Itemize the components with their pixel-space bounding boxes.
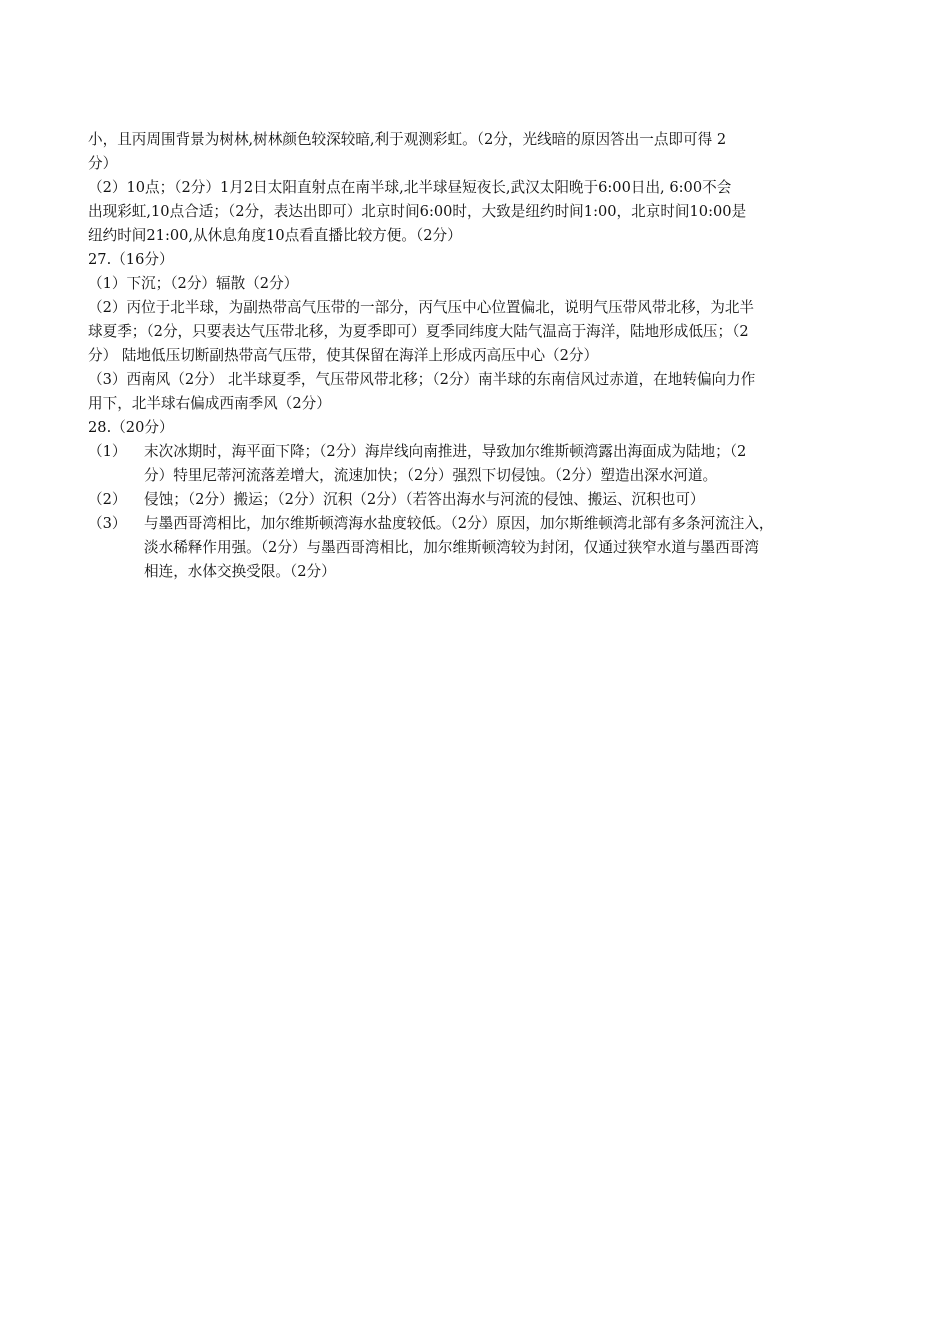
q26-part2-line-2: 出现彩虹,10点合适；（2分，表达出即可）北京时间6:00时，大致是纽约时间1:00，北京时间10:00是	[88, 203, 747, 220]
q28-item-2	[88, 488, 878, 512]
q28-item-number: （3）	[88, 515, 127, 532]
q27-part3-line-2: 用下，北半球右偏成西南季风（2分）	[88, 395, 331, 412]
q28-item-3-line-2: 淡水稀释作用强。（2分）与墨西哥湾相比，加尔维斯顿湾较为封闭，仅通过狭窄水道与墨西哥湾	[144, 539, 759, 556]
q27-part1: （1）下沉；（2分）辐散（2分）	[88, 275, 299, 292]
q28-item-body	[144, 488, 878, 512]
q26-part2-line-1: （2）10点；（2分）1月2日太阳直射点在南半球,北半球昼短夜长,武汉太阳晚于6:00日出, 6:00不会	[88, 179, 732, 196]
q28-item-number: （2）	[88, 491, 127, 508]
q28-item-body	[144, 440, 878, 488]
q27-part2-line-1: （2）丙位于北半球，为副热带高气压带的一部分，丙气压中心位置偏北，说明气压带风带北移，为北半	[88, 299, 755, 316]
q28-item-number: （1）	[88, 443, 127, 460]
q28-item-3	[88, 512, 878, 584]
q26-cont-line-2: 分）	[88, 155, 118, 172]
q28-item-body	[144, 512, 878, 584]
q26-cont-line-1: 小，且丙周围背景为树林,树林颜色较深较暗,利于观测彩虹。（2分，光线暗的原因答出一点即可得 2	[88, 131, 727, 148]
q28-item-1	[88, 440, 878, 488]
q27-part3-line-1: （3）西南风（2分） 北半球夏季，气压带风带北移；（2分）南半球的东南信风过赤道，在地转偏向力作	[88, 371, 756, 388]
answer-page	[88, 128, 878, 584]
q27-part2-line-2: 球夏季；（2分，只要表达气压带北移，为夏季即可）夏季同纬度大陆气温高于海洋，陆地形成低压；（2	[88, 323, 749, 340]
q28-item-1-line-1: 末次冰期时，海平面下降；（2分）海岸线向南推进，导致加尔维斯顿湾露出海面成为陆地；（2	[144, 443, 747, 460]
q28-item-3-line-1: 与墨西哥湾相比，加尔维斯顿湾海水盐度较低。（2分）原因，加尔斯维顿湾北部有多条河流注入，	[144, 515, 774, 532]
q28-item-3-line-3: 相连，水体交换受限。（2分）	[144, 563, 336, 580]
q28-header: 28.（20分）	[88, 419, 174, 436]
q27-header: 27.（16分）	[88, 251, 174, 268]
q28-item-2-line-1: 侵蚀；（2分）搬运；（2分）沉积（2分）（若答出海水与河流的侵蚀、搬运、沉积也可）	[144, 491, 705, 508]
q26-part2-line-3: 纽约时间21:00,从休息角度10点看直播比较方便。（2分）	[88, 227, 462, 244]
q27-part2-line-3: 分） 陆地低压切断副热带高气压带，使其保留在海洋上形成丙高压中心（2分）	[88, 347, 599, 364]
q28-item-1-line-2: 分）特里尼蒂河流落差增大，流速加快；（2分）强烈下切侵蚀。（2分）塑造出深水河道。	[144, 467, 718, 484]
